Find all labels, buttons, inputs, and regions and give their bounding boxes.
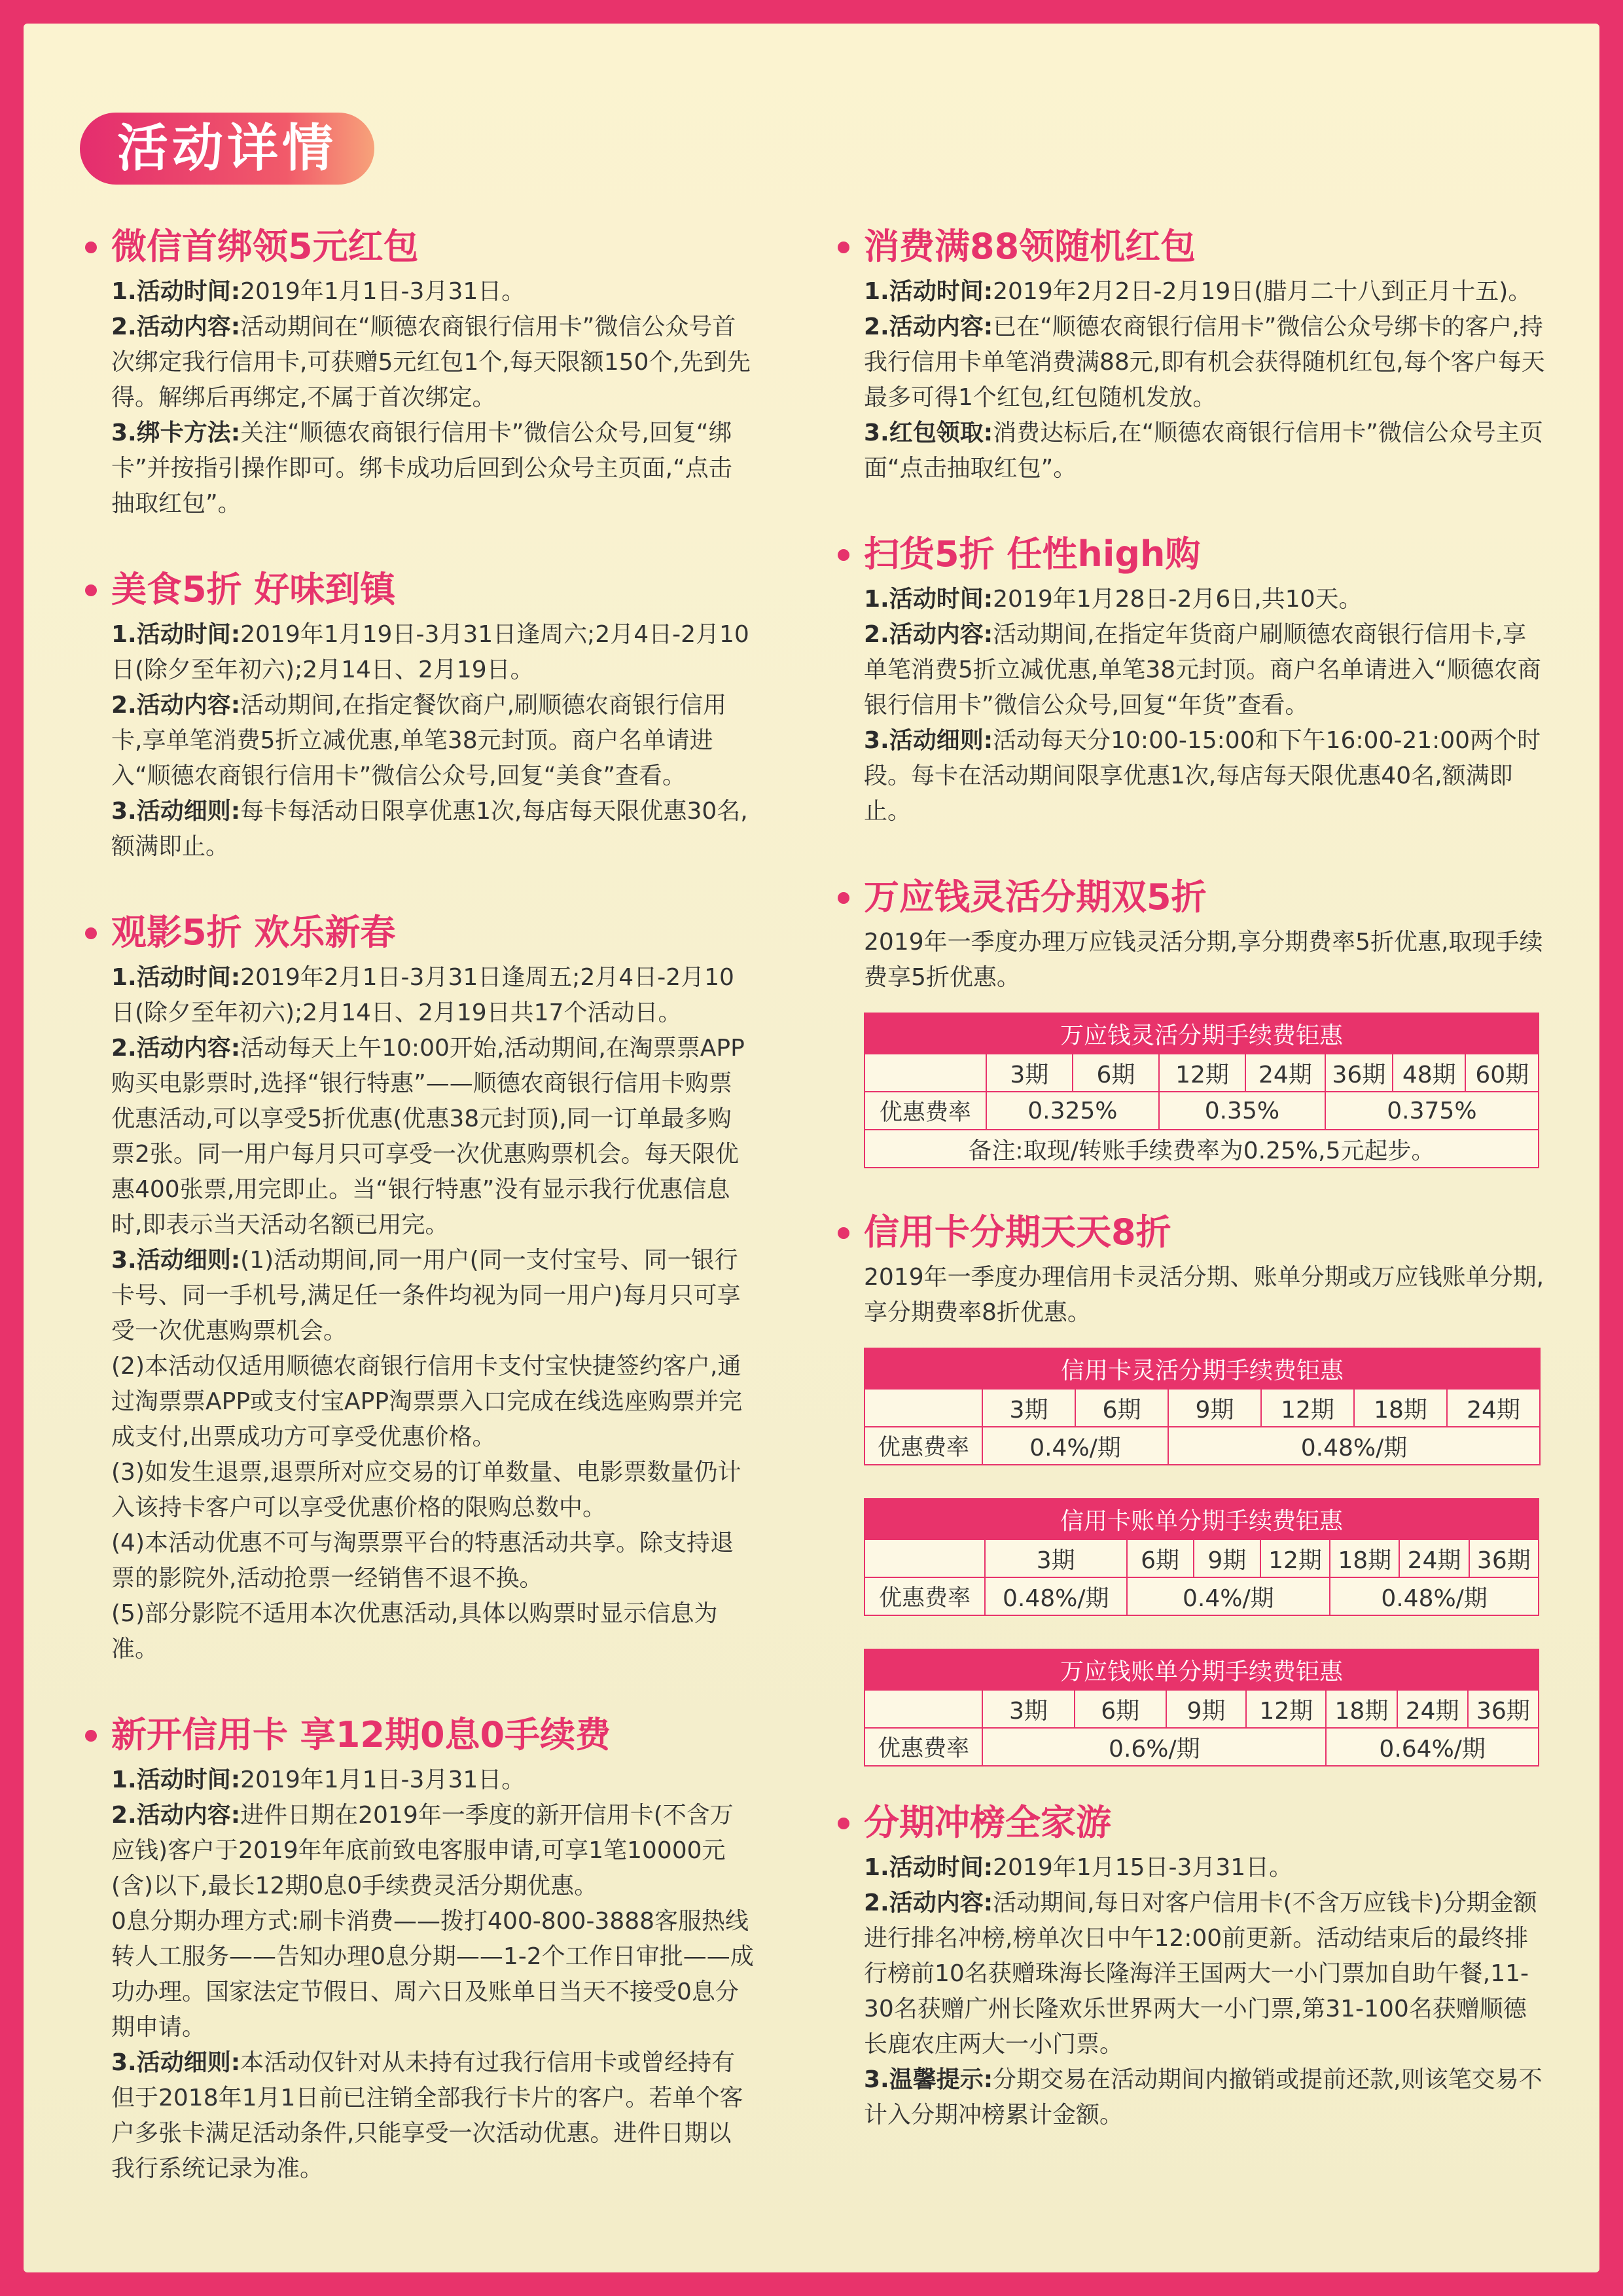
period-cell: 48期 [1393, 1054, 1465, 1092]
section-shopping [832, 527, 1546, 829]
rate-cell: 0.64%/期 [1326, 1728, 1539, 1766]
section-title-text: 新开信用卡 享12期0息0手续费 [111, 1714, 611, 1755]
item-label: 3.活动细则: [111, 798, 241, 825]
paragraph [111, 1904, 754, 2045]
table-corner-cell [865, 1690, 982, 1728]
section-installment-80 [832, 1205, 1546, 1767]
section-new-card [80, 1708, 754, 2187]
period-cell: 36期 [1468, 1690, 1539, 1728]
item-text: 活动每天上午10:00开始,活动期间,在淘票票APP购买电影票时,选择“银行特惠”——顺德农商银行信用卡购票优惠活动,可以享受5折优惠(优惠38元封顶),同一订单最多购票2张。同一用户每月只可享受一次优惠购票机会。每天限优惠400张票,用完即止。当“银行特惠”没有显示我行优惠信息时,即表示当天活动名额已用完。 [111, 1035, 745, 1238]
row-label: 优惠费率 [865, 1728, 982, 1766]
item-label: 3.红包领取: [864, 420, 993, 446]
period-cell: 6期 [1075, 1389, 1168, 1427]
section-wechat-bind [80, 219, 754, 522]
paragraph [111, 1031, 754, 1243]
section-title [80, 219, 754, 274]
rate-cell: 0.35% [1159, 1092, 1325, 1130]
table-note: 备注:取现/转账手续费率为0.25%,5元起步。 [865, 1130, 1539, 1168]
bullet-icon [838, 1227, 849, 1239]
item-text: 每卡每活动日限享优惠1次,每店每天限优惠30名,额满即止。 [111, 798, 748, 860]
period-cell: 6期 [1073, 1054, 1159, 1092]
period-cell: 6期 [1127, 1539, 1194, 1577]
item-label: 3.活动细则: [111, 1247, 241, 1274]
rate-cell: 0.375% [1325, 1092, 1539, 1130]
item-label: 2.活动内容: [111, 1035, 241, 1062]
section-title-text: 微信首绑领5元红包 [111, 226, 419, 267]
period-cell: 3期 [982, 1389, 1075, 1427]
section-title [832, 527, 1546, 582]
period-cell: 24期 [1397, 1690, 1468, 1728]
item-text: 2019年1月28日-2月6日,共10天。 [993, 586, 1363, 613]
item-label: 2.活动内容: [864, 1890, 993, 1916]
item-label: 3.绑卡方法: [111, 420, 241, 446]
item-label: 1.活动时间: [864, 586, 993, 613]
period-cell: 3期 [985, 1539, 1127, 1577]
item-label: 1.活动时间: [111, 621, 241, 648]
row-label: 优惠费率 [865, 1427, 982, 1465]
period-cell: 9期 [1168, 1389, 1261, 1427]
rate-table [864, 1013, 1539, 1168]
rate-table-flexible [864, 1348, 1541, 1465]
section-title [832, 870, 1546, 925]
period-cell: 18期 [1354, 1389, 1447, 1427]
bullet-icon [85, 927, 97, 939]
paragraph [111, 274, 754, 310]
table-caption: 万应钱账单分期手续费钜惠 [865, 1649, 1539, 1690]
section-title [80, 905, 754, 960]
item-label: 1.活动时间: [111, 1767, 241, 1793]
bullet-icon [85, 1730, 97, 1742]
period-cell: 3期 [982, 1690, 1074, 1728]
item-text: 2019年1月1日-3月31日。 [240, 1767, 526, 1793]
section-title-text: 万应钱灵活分期双5折 [864, 876, 1207, 918]
paragraph [864, 723, 1546, 829]
table-caption: 信用卡账单分期手续费钜惠 [865, 1499, 1539, 1539]
period-cell: 6期 [1075, 1690, 1166, 1728]
item-text: 分期交易在活动期间内撤销或提前还款,则该笔交易不计入分期冲榜累计金额。 [864, 2066, 1543, 2128]
item-label: 2.活动内容: [864, 621, 993, 648]
item-label: 2.活动内容: [111, 314, 241, 340]
section-wanyingqian [832, 870, 1546, 1168]
item-text: 2019年2月1日-3月31日逢周五;2月4日-2月10日(除夕至年初六);2月14日、2月19日共17个活动日。 [111, 964, 734, 1026]
item-label: 2.活动内容: [864, 314, 993, 340]
section-intro: 2019年一季度办理万应钱灵活分期,享分期费率5折优惠,取现手续费享5折优惠。 [864, 929, 1543, 991]
item-text: 本活动仅针对从未持有过我行信用卡或曾经持有但于2018年1月1日前已注销全部我行卡片的客户。若单个客户多张卡满足活动条件,只能享受一次活动优惠。进件日期以我行系统记录为准。 [111, 2049, 743, 2182]
period-cell: 36期 [1325, 1054, 1393, 1092]
section-title [832, 219, 1546, 274]
item-text: (5)部分影院不适用本次优惠活动,具体以购票时显示信息为准。 [111, 1600, 718, 1662]
section-title [832, 1795, 1546, 1850]
table-corner-cell [865, 1389, 982, 1427]
paragraph [864, 2062, 1546, 2133]
item-text: 活动每天分10:00-15:00和下午16:00-21:00两个时段。每卡在活动期间限享优惠1次,每店每天限优惠40名,额满即止。 [864, 727, 1541, 825]
item-label: 3.温馨提示: [864, 2066, 993, 2093]
section-title [80, 562, 754, 617]
period-cell: 36期 [1469, 1539, 1539, 1577]
paragraph [111, 617, 754, 688]
item-text: 2019年2月2日-2月19日(腊月二十八到正月十五)。 [993, 278, 1532, 305]
item-text: 活动期间在“顺德农商银行信用卡”微信公众号首次绑定我行信用卡,可获赠5元红包1个,每天限额150个,先到先得。解绑后再绑定,不属于首次绑定。 [111, 314, 751, 411]
item-text: 消费达标后,在“顺德农商银行信用卡”微信公众号主页面“点击抽取红包”。 [864, 420, 1543, 482]
rate-cell: 0.4%/期 [1127, 1577, 1330, 1615]
rate-cell: 0.4%/期 [982, 1427, 1168, 1465]
section-title-text: 分期冲榜全家游 [864, 1802, 1111, 1843]
period-cell: 60期 [1465, 1054, 1539, 1092]
paragraph [111, 688, 754, 794]
section-title-text: 扫货5折 任性high购 [864, 533, 1201, 575]
item-label: 2.活动内容: [111, 1802, 241, 1829]
period-cell: 12期 [1261, 1389, 1354, 1427]
section-title-text: 美食5折 好味到镇 [111, 569, 396, 610]
item-text: 活动期间,在指定餐饮商户,刷顺德农商银行信用卡,享单笔消费5折立减优惠,单笔38元封顶。商户名单请进入“顺德农商银行信用卡”微信公众号,回复“美食”查看。 [111, 692, 727, 789]
right-column [832, 219, 1546, 2174]
period-cell: 9期 [1166, 1690, 1246, 1728]
paragraph [111, 1763, 754, 1798]
bullet-icon [838, 1818, 849, 1829]
period-cell: 12期 [1159, 1054, 1245, 1092]
section-movie [80, 905, 754, 1667]
section-title-text: 观影5折 欢乐新春 [111, 912, 396, 953]
period-cell: 24期 [1399, 1539, 1469, 1577]
item-label: 3.活动细则: [111, 2049, 241, 2076]
bullet-icon [85, 584, 97, 596]
section-title [80, 1708, 754, 1763]
item-label: 1.活动时间: [864, 1854, 993, 1881]
paragraph [111, 1526, 754, 1596]
paragraph [111, 960, 754, 1031]
item-text: 关注“顺德农商银行信用卡”微信公众号,回复“绑卡”并按指引操作即可。绑卡成功后回到公众号主页面,“点击抽取红包”。 [111, 420, 732, 517]
item-text: 2019年1月19日-3月31日逢周六;2月4日-2月10日(除夕至年初六);2月14日、2月19日。 [111, 621, 749, 683]
paragraph [111, 416, 754, 522]
section-title-text: 消费满88领随机红包 [864, 226, 1196, 267]
rate-table-bill [864, 1498, 1539, 1616]
rate-cell: 0.48%/期 [1168, 1427, 1540, 1465]
item-text: 活动期间,每日对客户信用卡(不含万应钱卡)分期金额进行排名冲榜,榜单次日中午12:00前更新。活动结束后的最终排行榜前10名获赠珠海长隆海洋王国两大一小门票加自助午餐,11-30名获赠广州长隆欢乐世界两大一小门票,第31-100名获赠顺德长鹿农庄两大一小门票。 [864, 1890, 1537, 2058]
table-caption: 信用卡灵活分期手续费钜惠 [865, 1348, 1540, 1389]
period-cell: 18期 [1326, 1690, 1397, 1728]
page-title: 活动详情 [80, 113, 374, 185]
item-text: (1)活动期间,同一用户(同一支付宝号、同一银行卡号、同一手机号,满足任一条件均视为同一用户)每月只可享受一次优惠购票机会。 [111, 1247, 741, 1344]
paragraph [111, 1455, 754, 1526]
table-corner-cell [865, 1054, 986, 1092]
section-spend-88 [832, 219, 1546, 486]
item-text: (4)本活动优惠不可与淘票票平台的特惠活动共享。除支持退票的影院外,活动抢票一经销售不退不换。 [111, 1530, 734, 1592]
item-text: 进件日期在2019年一季度的新开信用卡(不含万应钱)客户于2019年年底前致电客服申请,可享1笔10000元(含)以下,最长12期0息0手续费灵活分期优惠。 [111, 1802, 734, 1899]
period-cell: 24期 [1447, 1389, 1540, 1427]
item-label: 1.活动时间: [864, 278, 993, 305]
paragraph [864, 416, 1546, 486]
item-text: (3)如发生退票,退票所对应交易的订单数量、电影票数量仍计入该持卡客户可以享受优惠价格的限购总数中。 [111, 1459, 741, 1521]
paragraph [864, 1886, 1546, 2062]
bullet-icon [838, 549, 849, 561]
table-corner-cell [865, 1539, 985, 1577]
paragraph [864, 1850, 1546, 1886]
item-text: 2019年1月15日-3月31日。 [993, 1854, 1293, 1881]
period-cell: 12期 [1260, 1539, 1330, 1577]
row-label: 优惠费率 [865, 1577, 985, 1615]
item-label: 2.活动内容: [111, 692, 241, 719]
period-cell: 9期 [1194, 1539, 1260, 1577]
rate-cell: 0.48%/期 [985, 1577, 1127, 1615]
row-label: 优惠费率 [865, 1092, 986, 1130]
period-cell: 3期 [986, 1054, 1073, 1092]
item-label: 3.活动细则: [864, 727, 993, 754]
paragraph [111, 2045, 754, 2187]
item-text: 0息分期办理方式:刷卡消费——拨打400-800-3888客服热线转人工服务——告知办理0息分期——1-2个工作日审批——成功办理。国家法定节假日、周六日及账单日当天不接受0息分期申请。 [111, 1908, 754, 2041]
paragraph [864, 274, 1546, 310]
paragraph [111, 1349, 754, 1455]
rate-table-wanyingqian-bill [864, 1649, 1539, 1767]
paragraph [111, 1798, 754, 1904]
rate-cell: 0.6%/期 [982, 1728, 1326, 1766]
item-label: 1.活动时间: [111, 964, 241, 991]
section-food [80, 562, 754, 865]
period-cell: 18期 [1330, 1539, 1399, 1577]
paragraph [111, 310, 754, 416]
section-title [832, 1205, 1546, 1260]
rate-cell: 0.48%/期 [1330, 1577, 1539, 1615]
section-intro: 2019年一季度办理信用卡灵活分期、账单分期或万应钱账单分期,享分期费率8折优惠。 [864, 1264, 1544, 1326]
item-text: 活动期间,在指定年货商户刷顺德农商银行信用卡,享单笔消费5折立减优惠,单笔38元封顶。商户名单请进入“顺德农商银行信用卡”微信公众号,回复“年货”查看。 [864, 621, 1541, 719]
paragraph [111, 794, 754, 865]
paragraph [111, 1243, 754, 1349]
paragraph [111, 1596, 754, 1667]
rate-cell: 0.325% [986, 1092, 1159, 1130]
bullet-icon [85, 242, 97, 253]
item-text: 2019年1月1日-3月31日。 [240, 278, 526, 305]
period-cell: 12期 [1246, 1690, 1326, 1728]
period-cell: 24期 [1245, 1054, 1325, 1092]
paragraph [864, 582, 1546, 617]
item-text: 已在“顺德农商银行信用卡”微信公众号绑卡的客户,持我行信用卡单笔消费满88元,即有机会获得随机红包,每个客户每天最多可得1个红包,红包随机发放。 [864, 314, 1545, 411]
paragraph [864, 617, 1546, 723]
left-column [80, 219, 754, 2227]
paragraph [864, 310, 1546, 416]
table-caption: 万应钱灵活分期手续费钜惠 [865, 1013, 1539, 1054]
section-title-text: 信用卡分期天天8折 [864, 1211, 1171, 1253]
section-ranking [832, 1795, 1546, 2133]
bullet-icon [838, 892, 849, 904]
item-label: 1.活动时间: [111, 278, 241, 305]
bullet-icon [838, 242, 849, 253]
item-text: (2)本活动仅适用顺德农商银行信用卡支付宝快捷签约客户,通过淘票票APP或支付宝APP淘票票入口完成在线选座购票并完成支付,出票成功方可享受优惠价格。 [111, 1353, 743, 1450]
